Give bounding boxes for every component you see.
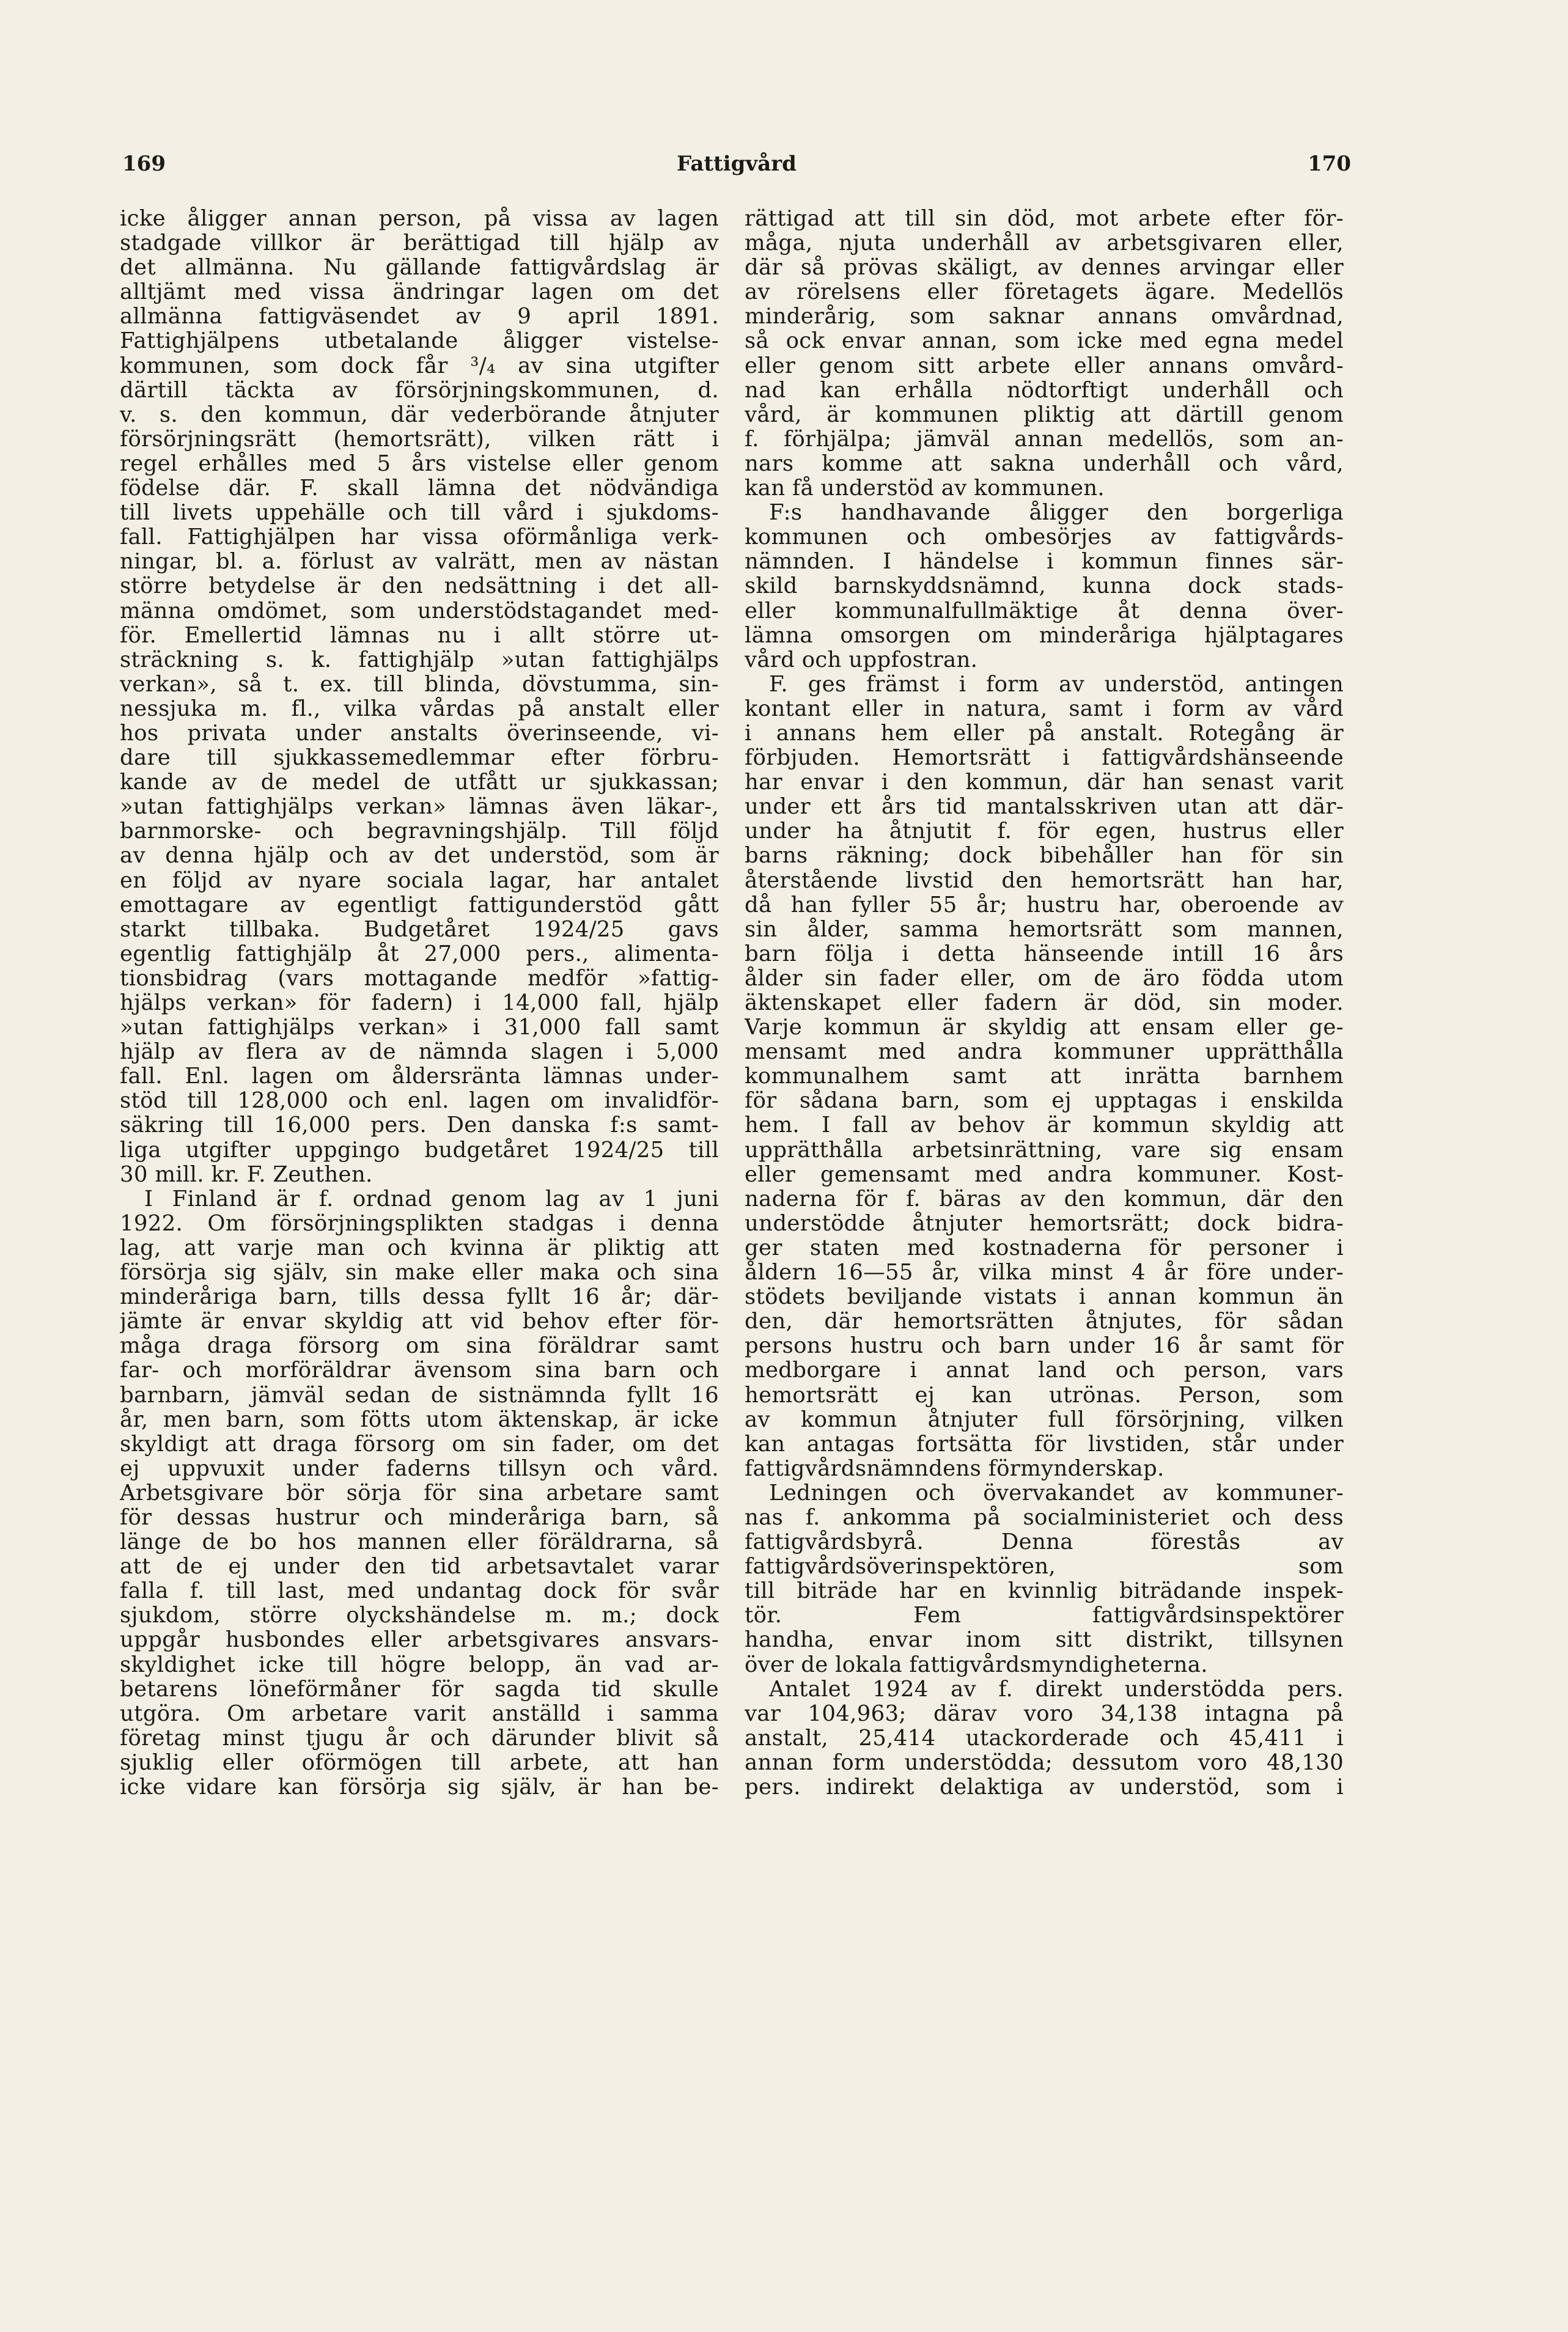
text-line: nars komme att sakna underhåll och vård,: [745, 451, 1344, 476]
text-line: sjukdom, större olyckshändelse m. m.; dock: [120, 1603, 719, 1628]
text-line: annan form understödda; dessutom voro 48,130: [745, 1750, 1344, 1775]
text-line: hos privata under anstalts överinseende, vi-: [120, 721, 719, 746]
text-line: dare till sjukkassemedlemmar efter förbru-: [120, 746, 719, 771]
text-line: av denna hjälp och av det understöd, som är: [120, 844, 719, 869]
text-line: starkt tillbaka. Budgetåret 1924/25 gavs: [120, 917, 719, 942]
text-line: männa omdömet, som understödstagandet med-: [120, 598, 719, 623]
text-line: kommunalhem samt att inrätta barnhem: [745, 1064, 1344, 1089]
text-line: nessjuka m. fl., vilka vårdas på anstalt eller: [120, 696, 719, 721]
text-line: ger staten med kostnaderna för personer i: [745, 1235, 1344, 1260]
text-line: därtill täckta av försörjningskommunen, d.: [120, 378, 719, 403]
text-line: tionsbidrag (vars mottagande medför »fattig-: [120, 966, 719, 991]
text-line: länge de bo hos mannen eller föräldrarna, så: [120, 1530, 719, 1555]
text-line: fattigvårdsöverinspektören, som: [745, 1554, 1344, 1580]
text-line: 1922. Om försörjningsplikten stadgas i denna: [120, 1211, 719, 1236]
text-line: understödde åtnjuter hemortsrätt; dock bidra-: [745, 1211, 1344, 1236]
text-line: nad kan erhålla nödtorftigt underhåll och: [745, 378, 1344, 403]
text-line: uppgår husbondes eller arbetsgivares ansvars-: [120, 1628, 719, 1653]
text-line: sin ålder, samma hemortsrätt som mannen,: [745, 917, 1344, 942]
text-line: Arbetsgivare bör sörja för sina arbetare samt: [120, 1480, 719, 1506]
text-line: »utan fattighjälps verkan» lämnas även läkar-,: [120, 795, 719, 820]
text-line: icke åligger annan person, på vissa av lagen: [120, 207, 719, 231]
text-line: rättigad att till sin död, mot arbete efter för-: [745, 207, 1344, 231]
text-line: pers. indirekt delaktiga av understöd, som i: [745, 1775, 1344, 1800]
text-line: regel erhålles med 5 års vistelse eller genom: [120, 451, 719, 476]
text-line: måga, njuta underhåll av arbetsgivaren eller,: [745, 231, 1344, 256]
text-line: stödets beviljande vistats i annan kommun än: [745, 1285, 1344, 1310]
text-line: ningar, bl. a. förlust av valrätt, men av nästan: [120, 550, 719, 575]
text-line: hemortsrätt ej kan utrönas. Person, som: [745, 1383, 1344, 1408]
text-line: en följd av nyare sociala lagar, har antalet: [120, 868, 719, 893]
text-line: fattigvårdsbyrå. Denna förestås av: [745, 1530, 1344, 1555]
text-line: kan få understöd av kommunen.: [745, 476, 1105, 501]
text-line: sjuklig eller oförmögen till arbete, att han: [120, 1750, 719, 1775]
text-line: emottagare av egentligt fattigunderstöd gått: [120, 892, 719, 918]
text-line: falla f. till last, med undantag dock för svår: [120, 1579, 719, 1604]
left-column: [120, 207, 719, 1800]
text-line: försörja sig själv, sin make eller maka och sina: [120, 1260, 719, 1286]
text-line: I Finland är f. ordnad genom lag av 1 juni: [144, 1186, 719, 1212]
text-line: Fattighjälpens utbetalande åligger vistelse-: [120, 329, 719, 354]
text-line: medborgare i annat land och person, vars: [745, 1358, 1344, 1383]
text-line: jämte är envar skyldig att vid behov efter för-: [120, 1309, 719, 1334]
text-line: för sådana barn, som ej upptagas i enskilda: [745, 1089, 1344, 1114]
text-line: eller kommunalfullmäktige åt denna över-: [745, 598, 1344, 623]
text-line: över de lokala fattigvårdsmyndigheterna.: [745, 1652, 1208, 1677]
text-line: ej uppvuxit under faderns tillsyn och vård.: [120, 1456, 719, 1481]
text-line: kontant eller in natura, samt i form av vård: [745, 696, 1344, 721]
text-line: hem. I fall av behov är kommun skyldig att: [745, 1113, 1344, 1138]
text-line: av rörelsens eller företagets ägare. Medellös: [745, 280, 1344, 305]
text-line: större betydelse är den nedsättning i det all-: [120, 574, 719, 599]
text-line: lag, att varje man och kvinna är pliktig att: [120, 1235, 719, 1260]
text-line: lämna omsorgen om minderåriga hjälptagares: [745, 623, 1344, 648]
text-line: nämnden. I händelse i kommun finnes sär-: [745, 550, 1344, 575]
text-line: var 104,963; därav voro 34,138 intagna på: [745, 1701, 1344, 1726]
text-line: utgöra. Om arbetare varit anställd i samma: [120, 1701, 719, 1726]
text-line: stöd till 128,000 och enl. lagen om invalidför-: [120, 1089, 719, 1114]
text-line: fall. Fattighjälpen har vissa oförmånliga verk-: [120, 525, 719, 550]
text-line: ålder sin fader eller, om de äro födda utom: [745, 966, 1344, 991]
text-line: liga utgifter uppgingo budgetåret 1924/25 till: [120, 1138, 719, 1163]
text-line: kommunen och ombesörjes av fattigvårds-: [745, 525, 1344, 550]
text-line: minderårig, som saknar annans omvårdnad,: [745, 304, 1344, 329]
text-line: i annans hem eller på anstalt. Rotegång är: [745, 721, 1344, 746]
text-line: den, där hemortsrätten åtnjutes, för sådan: [745, 1309, 1344, 1334]
text-line: hjälps verkan» för fadern) i 14,000 fall, hjälp: [120, 991, 719, 1015]
text-line: verkan», så t. ex. till blinda, dövstumma, sin-: [120, 672, 719, 697]
text-line: F:s handhavande åligger den borgerliga: [769, 501, 1344, 526]
text-line: f. förhjälpa; jämväl annan medellös, som an-: [745, 427, 1344, 452]
text-line: Ledningen och övervakandet av kommuner-: [769, 1480, 1344, 1506]
text-line: upprätthålla arbetsinrättning, vare sig ensam: [745, 1138, 1344, 1163]
text-line: naderna för f. bäras av den kommun, där den: [745, 1186, 1344, 1212]
text-line: minderåriga barn, tills dessa fyllt 16 år; där-: [120, 1285, 719, 1310]
text-line: under ett års tid mantalsskriven utan att där-: [745, 795, 1344, 820]
right-column: [745, 207, 1344, 1800]
text-line: företag minst tjugu år och därunder blivit så: [120, 1726, 719, 1751]
text-line: alltjämt med vissa ändringar lagen om det: [120, 280, 719, 305]
text-line: skild barnskyddsnämnd, kunna dock stads-: [745, 574, 1344, 599]
text-line: barns räkning; dock bibehåller han för sin: [745, 844, 1344, 869]
text-line: under ha åtnjutit f. för egen, hustrus eller: [745, 819, 1344, 844]
text-line: kommunen, som dock får ³/₄ av sina utgifter: [120, 353, 719, 378]
text-line: att de ej under den tid arbetsavtalet varar: [120, 1554, 719, 1580]
text-line: måga draga försorg om sina föräldrar samt: [120, 1334, 719, 1359]
text-line: försörjningsrätt (hemortsrätt), vilken rätt i: [120, 427, 719, 452]
text-line: skyldigt att draga försorg om sin fader, om det: [120, 1432, 719, 1457]
text-line: åldern 16—55 år, vilka minst 4 år före under-: [745, 1260, 1344, 1286]
text-line: för dessas hustrur och minderåriga barn, så: [120, 1505, 719, 1530]
text-line: till livets uppehälle och till vård i sjukdoms-: [120, 501, 719, 526]
text-line: skyldighet icke till högre belopp, än vad ar-: [120, 1652, 719, 1677]
text-line: persons hustru och barn under 16 år samt för: [745, 1334, 1344, 1359]
text-line: 30 mill. kr. F. Zeuthen.: [120, 1162, 373, 1187]
text-line: hjälp av flera av de nämnda slagen i 5,000: [120, 1040, 719, 1065]
text-line: fall. Enl. lagen om åldersränta lämnas under-: [120, 1064, 719, 1089]
text-line: så ock envar annan, som icke med egna medel: [745, 329, 1344, 354]
text-line: F. ges främst i form av understöd, antingen: [769, 672, 1344, 697]
text-line: vård och uppfostran.: [745, 647, 978, 672]
text-line: egentlig fattighjälp åt 27,000 pers., alimenta-: [120, 941, 719, 966]
text-line: stadgade villkor är berättigad till hjälp av: [120, 231, 719, 256]
text-line: säkring till 16,000 pers. Den danska f:s samt-: [120, 1113, 719, 1138]
text-line: barnmorske- och begravningshjälp. Till följd: [120, 819, 719, 844]
text-line: allmänna fattigväsendet av 9 april 1891.: [120, 304, 719, 329]
text-line: återstående livstid den hemortsrätt han har,: [745, 868, 1344, 893]
text-line: av kommun åtnjuter full försörjning, vilken: [745, 1407, 1344, 1432]
text-line: kan antagas fortsätta för livstiden, står under: [745, 1432, 1344, 1457]
text-line: kande av de medel de utfått ur sjukkassan;: [120, 770, 719, 795]
text-line: handha, envar inom sitt distrikt, tillsynen: [745, 1628, 1344, 1653]
running-title: Fattigvård: [677, 152, 797, 176]
text-line: vård, är kommunen pliktig att därtill genom: [745, 402, 1344, 427]
text-line: år, men barn, som fötts utom äktenskap, är icke: [120, 1407, 719, 1432]
text-line: födelse där. F. skall lämna det nödvändiga: [120, 476, 719, 501]
text-line: icke vidare kan försörja sig själv, är han be-: [120, 1775, 719, 1800]
text-line: till biträde har en kvinnlig biträdande inspek-: [745, 1579, 1344, 1604]
running-header: [122, 152, 1351, 188]
text-line: betarens löneförmåner för sagda tid skulle: [120, 1677, 719, 1702]
text-line: far- och morföräldrar ävensom sina barn och: [120, 1358, 719, 1383]
text-line: barn följa i detta hänseende intill 16 års: [745, 941, 1344, 966]
text-line: nas f. ankomma på socialministeriet och dess: [745, 1505, 1344, 1530]
page-number-right: 170: [1308, 152, 1351, 176]
text-line: har envar i den kommun, där han senast varit: [745, 770, 1344, 795]
text-line: »utan fattighjälps verkan» i 31,000 fall samt: [120, 1015, 719, 1040]
text-line: där så prövas skäligt, av dennes arvingar eller: [745, 256, 1344, 281]
text-line: eller genom sitt arbete eller annans omvård-: [745, 353, 1344, 378]
text-line: sträckning s. k. fattighjälp »utan fattighjälps: [120, 647, 719, 672]
text-line: äktenskapet eller fadern är död, sin moder.: [745, 991, 1344, 1015]
text-line: förbjuden. Hemortsrätt i fattigvårdshänseende: [745, 746, 1344, 771]
text-line: v. s. den kommun, där vederbörande åtnjuter: [120, 402, 719, 427]
page-number-left: 169: [122, 152, 166, 176]
text-line: Antalet 1924 av f. direkt understödda pers.: [769, 1677, 1344, 1702]
text-line: anstalt, 25,414 utackorderade och 45,411 i: [745, 1726, 1344, 1751]
text-line: det allmänna. Nu gällande fattigvårdslag är: [120, 256, 719, 281]
text-line: barnbarn, jämväl sedan de sistnämnda fyllt 16: [120, 1383, 719, 1408]
text-line: för. Emellertid lämnas nu i allt större ut-: [120, 623, 719, 648]
text-line: fattigvårdsnämndens förmynderskap.: [745, 1456, 1165, 1481]
text-line: då han fyller 55 år; hustru har, oberoende av: [745, 892, 1344, 918]
text-line: Varje kommun är skyldig att ensam eller ge-: [745, 1015, 1344, 1040]
text-line: eller gemensamt med andra kommuner. Kost-: [745, 1162, 1344, 1187]
text-line: mensamt med andra kommuner upprätthålla: [745, 1040, 1344, 1065]
text-line: tör. Fem fattigvårdsinspektörer: [745, 1603, 1344, 1628]
